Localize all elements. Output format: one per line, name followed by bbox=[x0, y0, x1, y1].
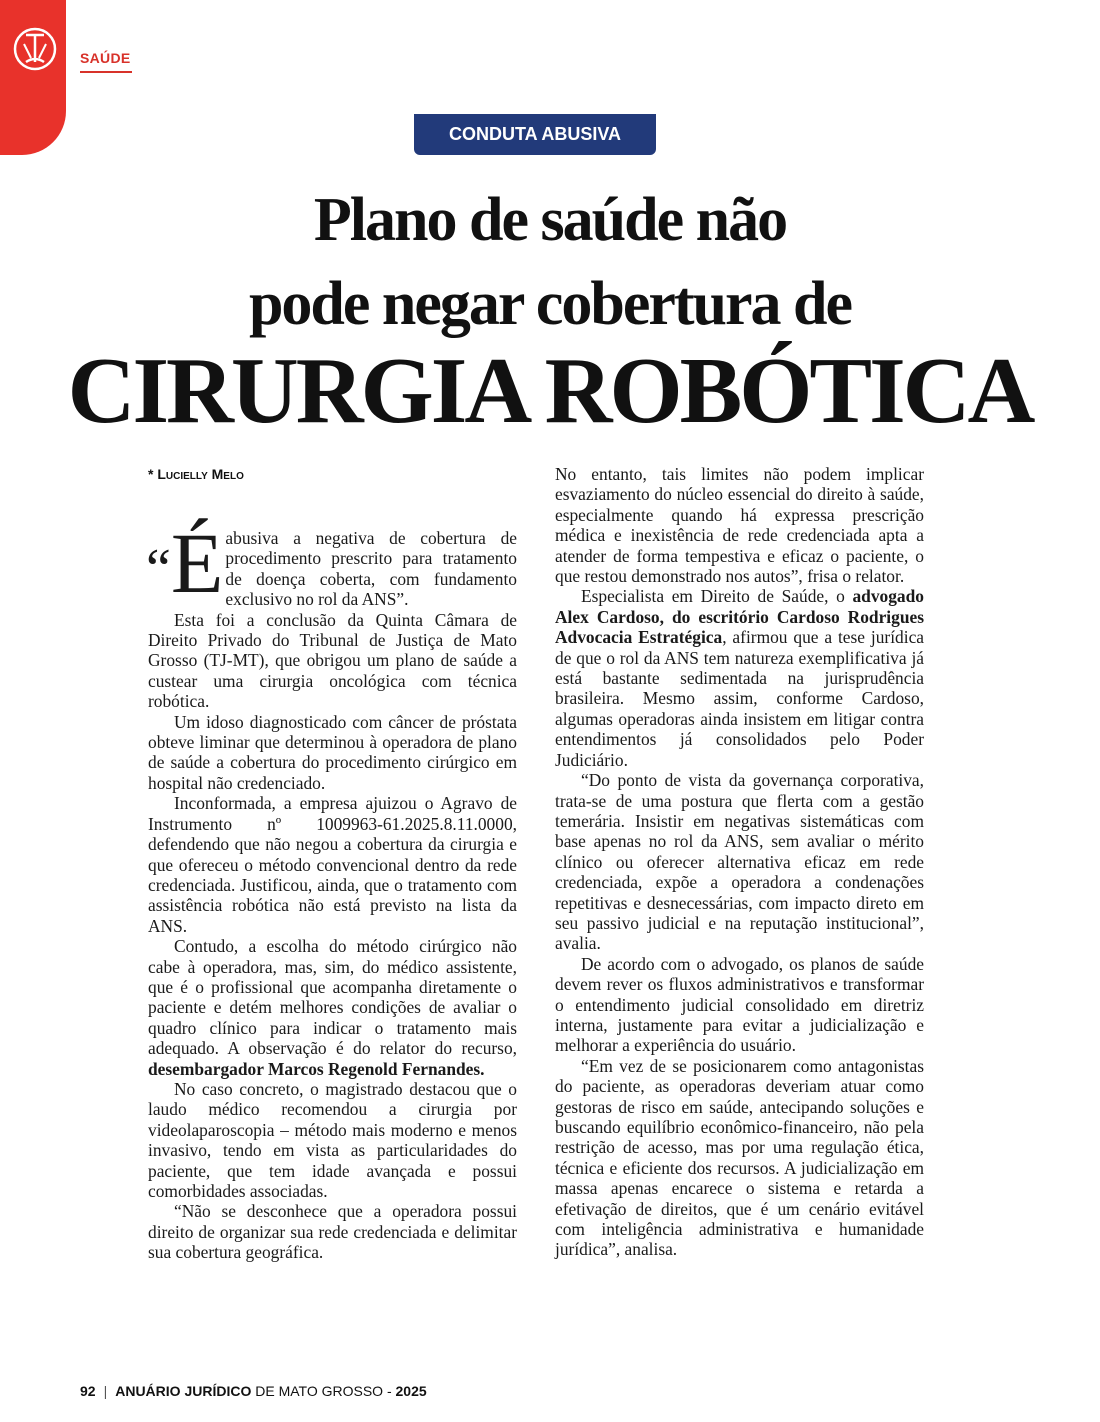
paragraph-text: abusiva a negativa de cobertura de procedimento prescrito para tratamento de doença coberta, com fundamento exclusivo no rol da ANS”. bbox=[225, 528, 517, 610]
red-corner-tab bbox=[0, 0, 66, 155]
byline: * Lucielly Melo bbox=[148, 466, 244, 482]
paragraph-text: Contudo, a escolha do método cirúrgico não cabe à operadora, mas, sim, do médico assistente, que é o profissional que acompanha diretamente o paciente e detém melhores condições de avaliar o quadro clínico para indicar o tratamento mais adequado. A observação é do relator do recurso, bbox=[148, 936, 517, 1059]
section-underline bbox=[80, 71, 132, 73]
section-label: SAÚDE bbox=[80, 50, 131, 66]
publication-logo-icon bbox=[12, 26, 58, 72]
paragraph-text: Especialista em Direito de Saúde, o bbox=[581, 586, 853, 607]
publication-year: 2025 bbox=[395, 1383, 427, 1399]
page-number: 92 bbox=[80, 1383, 96, 1399]
kicker-text: CONDUTA ABUSIVA bbox=[449, 124, 621, 144]
paragraph: “Em vez de se posicionarem como antagonistas do paciente, as operadoras deveriam atuar como gestoras de risco em saúde, antecipando soluções e buscando equilíbrio econômico-financeiro, não pela restrição de acesso, mas por uma regulação ética, técnica e eficiente dos recursos. A judicialização em massa apenas encarece o sistema e retarda a efetivação de direitos, que é um cenário evitável com inteligência administrativa e humanidade jurídica”, analisa. bbox=[555, 1055, 924, 1260]
paragraph: No entanto, tais limites não podem implicar esvaziamento do núcleo essencial do direito à saúde, especialmente quando há expressa prescrição médica e inexistência de rede credenciada apta a atender de forma tempestiva e eficaz o paciente, o que restou demonstrado nos autos”, frisa o relator. bbox=[555, 464, 924, 587]
judge-name: desembargador Marcos Regenold Fernandes. bbox=[148, 1058, 485, 1079]
paragraph: Inconformada, a empresa ajuizou o Agravo de Instrumento nº 1009963-61.2025.8.11.0000, defendendo que não negou a cobertura da cirurgia e que ofereceu o método convencional dentro da rede credenciada. Justificou, ainda, que o tratamento com assistência robótica não está previsto na lista da ANS. bbox=[148, 793, 517, 936]
paragraph bbox=[555, 586, 924, 770]
kicker-badge bbox=[414, 114, 656, 155]
drop-letter: É bbox=[170, 515, 224, 611]
paragraph bbox=[148, 936, 517, 1079]
article-column-right bbox=[555, 464, 924, 1260]
drop-quote: “ bbox=[146, 538, 171, 600]
footer-separator: | bbox=[103, 1383, 108, 1399]
drop-cap bbox=[146, 515, 224, 611]
paragraph: Esta foi a conclusão da Quinta Câmara de Direito Privado do Tribunal de Justiça de Mato Grosso (TJ-MT), que obrigou um plano de saúde a custear uma cirurgia oncológica com técnica robótica. bbox=[148, 609, 517, 712]
publication-name: ANUÁRIO JURÍDICO bbox=[115, 1383, 252, 1399]
headline-line-1: Plano de saúde não bbox=[313, 186, 787, 254]
paragraph: “Não se desconhece que a operadora possui direito de organizar sua rede credenciada e delimitar sua cobertura geográfica. bbox=[148, 1201, 517, 1263]
paragraph: “Do ponto de vista da governança corporativa, trata-se de uma postura que flerta com a gestão temerária. Insistir em negativas sistemáticas com base apenas no rol da ANS, sem avaliar o mérito clínico ou oferecer alternativa eficaz em rede credenciada, expõe a operadora a condenações repetitivas e desnecessárias, com impacto direto em seu passivo judicial e na reputação institucional”, avalia. bbox=[555, 770, 924, 954]
headline-line-3: CIRURGIA ROBÓTICA bbox=[67, 339, 1033, 443]
paragraph: No caso concreto, o magistrado destacou que o laudo médico recomendou a cirurgia por videolaparoscopia – método mais moderno e menos invasivo, tendo em vista as particularidades do paciente, que tem idade avançada e possui comorbidades associadas. bbox=[148, 1078, 517, 1201]
paragraph-text: , afirmou que a tese jurídica de que o rol da ANS tem natureza exemplificativa já está bastante sedimentada na jurisprudência brasileira. Mesmo assim, conforme Cardoso, algumas operadoras ainda insistem em litigar contra entendimentos já consolidados pelo Poder Judiciário. bbox=[555, 627, 925, 770]
paragraph bbox=[146, 515, 517, 611]
publication-subtitle: DE MATO GROSSO - bbox=[251, 1383, 396, 1399]
paragraph: Um idoso diagnosticado com câncer de próstata obteve liminar que determinou à operadora de plano de saúde a cobertura do procedimento cirúrgico em hospital não credenciado. bbox=[148, 711, 517, 793]
article-column-left bbox=[146, 515, 517, 1263]
paragraph: De acordo com o advogado, os planos de saúde devem rever os fluxos administrativos e transformar o entendimento judicial consolidado em diretriz interna, justamente para evitar a judicialização e melhorar a experiência do usuário. bbox=[555, 953, 924, 1056]
headline-line-2: pode negar cobertura de bbox=[248, 270, 852, 338]
page-footer bbox=[80, 1383, 427, 1399]
lawyer-name: advogado Alex Cardoso, do escritório Cardoso Rodrigues Advocacia Estratégica bbox=[555, 586, 924, 648]
